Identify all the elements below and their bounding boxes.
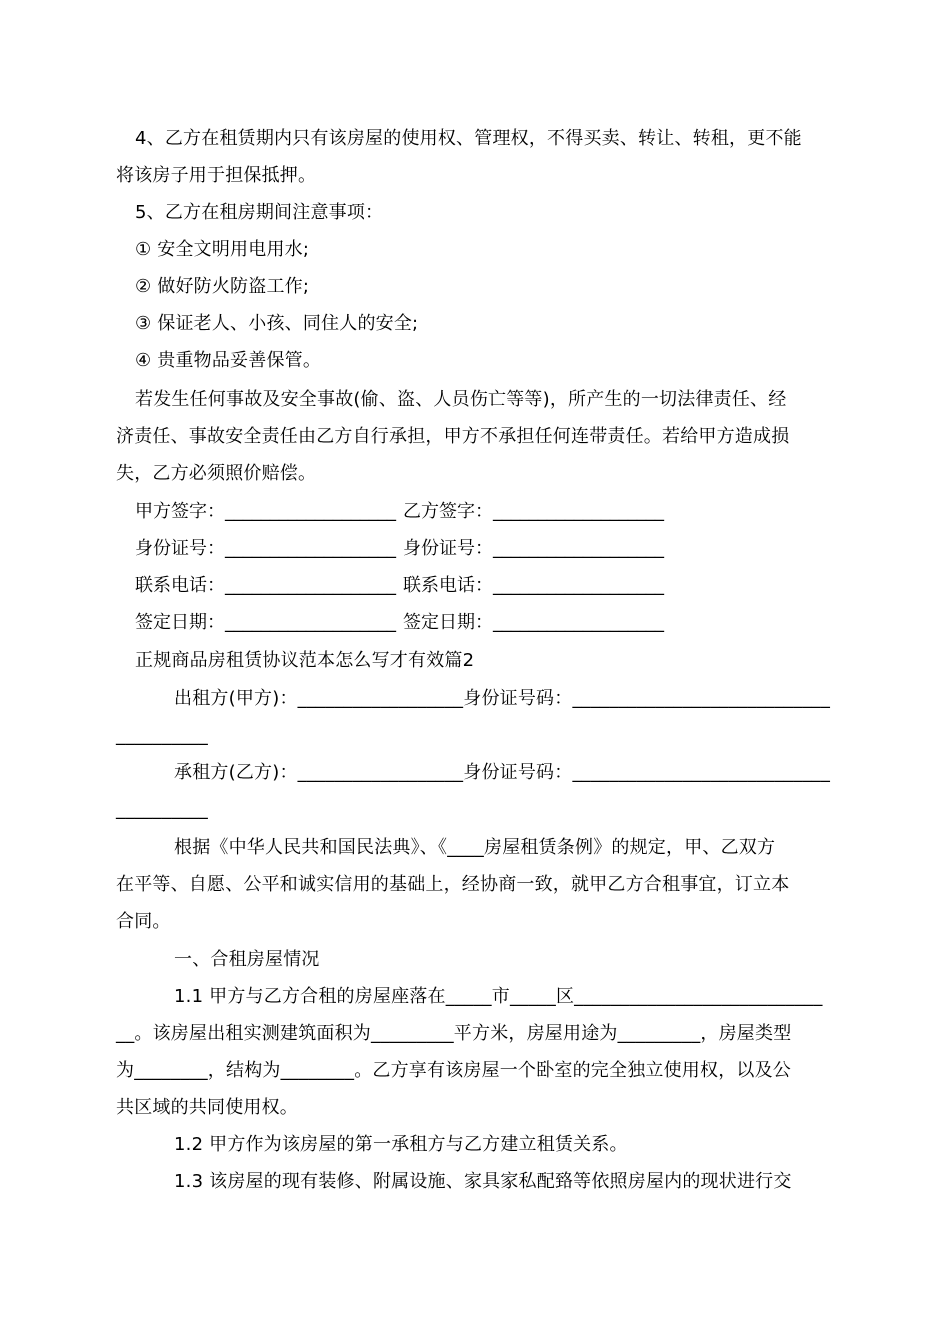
note-3: ③ 保证老人、小孩、同住人的安全; <box>135 313 419 334</box>
item4-line2: 将该房子用于担保抵押。 <box>116 165 317 186</box>
lessor-line1: 出租方(甲方)：__________________身份证号码：____________________________ <box>174 688 831 709</box>
id-party-a: 身份证号：___________________ <box>135 538 396 559</box>
sign-party-a: 甲方签字：___________________ <box>135 501 396 522</box>
liability-line3: 失，乙方必须照价赔偿。 <box>116 463 317 484</box>
clause-1-1-line1: 1.1 甲方与乙方合租的房屋座落在_____市_____区___________________________ <box>174 986 823 1007</box>
liability-line1: 若发生任何事故及安全事故(偷、盗、人员伤亡等等)，所产生的一切法律责任、经 <box>135 389 787 410</box>
date-party-b: 签定日期：___________________ <box>403 612 664 633</box>
lessor-line2: __________ <box>116 725 208 746</box>
clause-1-2: 1.2 甲方作为该房屋的第一承租方与乙方建立租赁关系。 <box>174 1134 628 1155</box>
sign-party-b: 乙方签字：___________________ <box>403 501 664 522</box>
phone-party-b: 联系电话：___________________ <box>403 575 664 596</box>
liability-line2: 济责任、事故安全责任由乙方自行承担，甲方不承担任何连带责任。若给甲方造成损 <box>116 426 790 447</box>
item5: 5、乙方在租房期间注意事项： <box>135 202 384 223</box>
lessee-line1: 承租方(乙方)：__________________身份证号码：____________________________ <box>174 762 831 783</box>
id-party-b: 身份证号：___________________ <box>403 538 664 559</box>
note-4: ④ 贵重物品妥善保管。 <box>135 350 322 371</box>
heading-1: 一、合租房屋情况 <box>174 949 320 970</box>
lessee-line2: __________ <box>116 799 208 820</box>
note-1: ① 安全文明用电用水; <box>135 239 310 260</box>
clause-1-1-line4: 共区域的共同使用权。 <box>116 1097 298 1118</box>
clause-1-3-line1: 1.3 该房屋的现有装修、附属设施、家具家私配臵等依照房屋内的现状进行交 <box>174 1171 792 1192</box>
basis-line3: 合同。 <box>116 911 171 932</box>
item4-line1: 4、乙方在租赁期内只有该房屋的使用权、管理权，不得买卖、转让、转租，更不能 <box>135 128 802 149</box>
basis-line1: 根据《中华人民共和国民法典》、《____房屋租赁条例》的规定，甲、乙双方 <box>174 837 776 858</box>
basis-line2: 在平等、自愿、公平和诚实信用的基础上，经协商一致，就甲乙方合租事宜，订立本 <box>116 874 790 895</box>
phone-party-a: 联系电话：___________________ <box>135 575 396 596</box>
clause-1-1-line2: __。该房屋出租实测建筑面积为_________平方米，房屋用途为_________，房屋类型 <box>116 1023 792 1044</box>
note-2: ② 做好防火防盗工作; <box>135 276 310 297</box>
section2-title: 正规商品房租赁协议范本怎么写才有效篇2 <box>135 650 475 671</box>
date-party-a: 签定日期：___________________ <box>135 612 396 633</box>
clause-1-1-line3: 为________，结构为________。乙方享有该房屋一个卧室的完全独立使用权，以及公 <box>116 1060 791 1081</box>
